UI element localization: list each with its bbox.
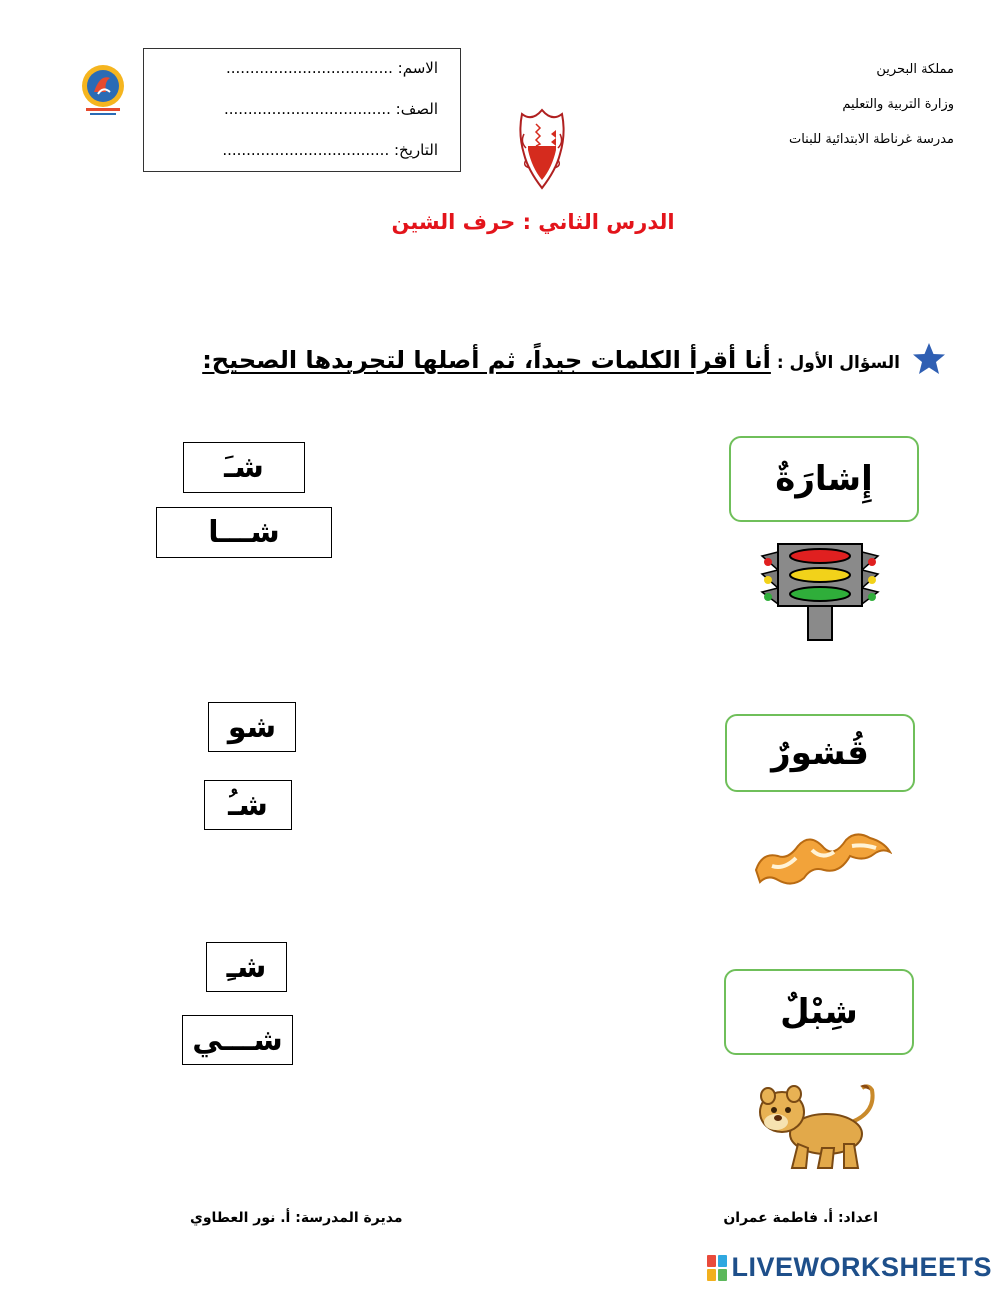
lesson-title: الدرس الثاني : حرف الشين xyxy=(391,210,675,234)
class-dots: ................................... xyxy=(224,100,391,118)
class-field[interactable] xyxy=(224,100,438,118)
star-icon xyxy=(912,342,946,376)
option-box-2b[interactable]: شـُ xyxy=(204,780,292,830)
name-label: الاسم: xyxy=(397,59,438,77)
school-logo-icon xyxy=(80,62,126,118)
footer-prepared-by: اعداد: أ. فاطمة عمران xyxy=(723,1210,878,1226)
option-box-1a[interactable]: شـَ xyxy=(183,442,305,493)
question-line xyxy=(202,346,900,374)
word-box-1[interactable]: إِشارَةٌ xyxy=(729,436,919,522)
liveworksheets-text: LIVEWORKSHEETS xyxy=(731,1252,992,1282)
date-label: التاريخ: xyxy=(394,141,438,159)
word-box-2[interactable]: قُشورٌ xyxy=(725,714,915,792)
student-info-box xyxy=(143,48,461,172)
header-ministry: وزارة التربية والتعليم xyxy=(842,97,954,112)
header-kingdom: مملكة البحرين xyxy=(876,62,954,77)
option-box-1b[interactable]: شـــا xyxy=(156,507,332,558)
option-box-3a[interactable]: شـِ xyxy=(206,942,287,992)
question-text: أنا أقرأ الكلمات جيداً، ثم أصلها لتجريدها الصحيح: xyxy=(202,346,771,374)
traffic-light-icon xyxy=(756,542,884,642)
date-field[interactable] xyxy=(222,141,438,159)
name-dots: ................................... xyxy=(226,59,393,77)
liveworksheets-logo xyxy=(707,1252,992,1283)
question-label: السؤال الأول : xyxy=(776,353,900,373)
liveworksheets-icon xyxy=(707,1255,727,1281)
option-box-3b[interactable]: شـــي xyxy=(182,1015,293,1065)
lion-cub-icon xyxy=(752,1082,888,1172)
orange-peel-icon xyxy=(752,826,892,890)
bahrain-emblem-icon xyxy=(518,104,566,190)
footer-principal: مديرة المدرسة: أ. نور العطاوي xyxy=(190,1210,403,1226)
option-box-2a[interactable]: شو xyxy=(208,702,296,752)
header-school: مدرسة غرناطة الابتدائية للبنات xyxy=(788,132,954,147)
date-dots: ................................... xyxy=(222,141,390,159)
word-box-3[interactable]: شِبْلٌ xyxy=(724,969,914,1055)
class-label: الصف: xyxy=(395,100,438,118)
name-field[interactable] xyxy=(226,59,438,77)
